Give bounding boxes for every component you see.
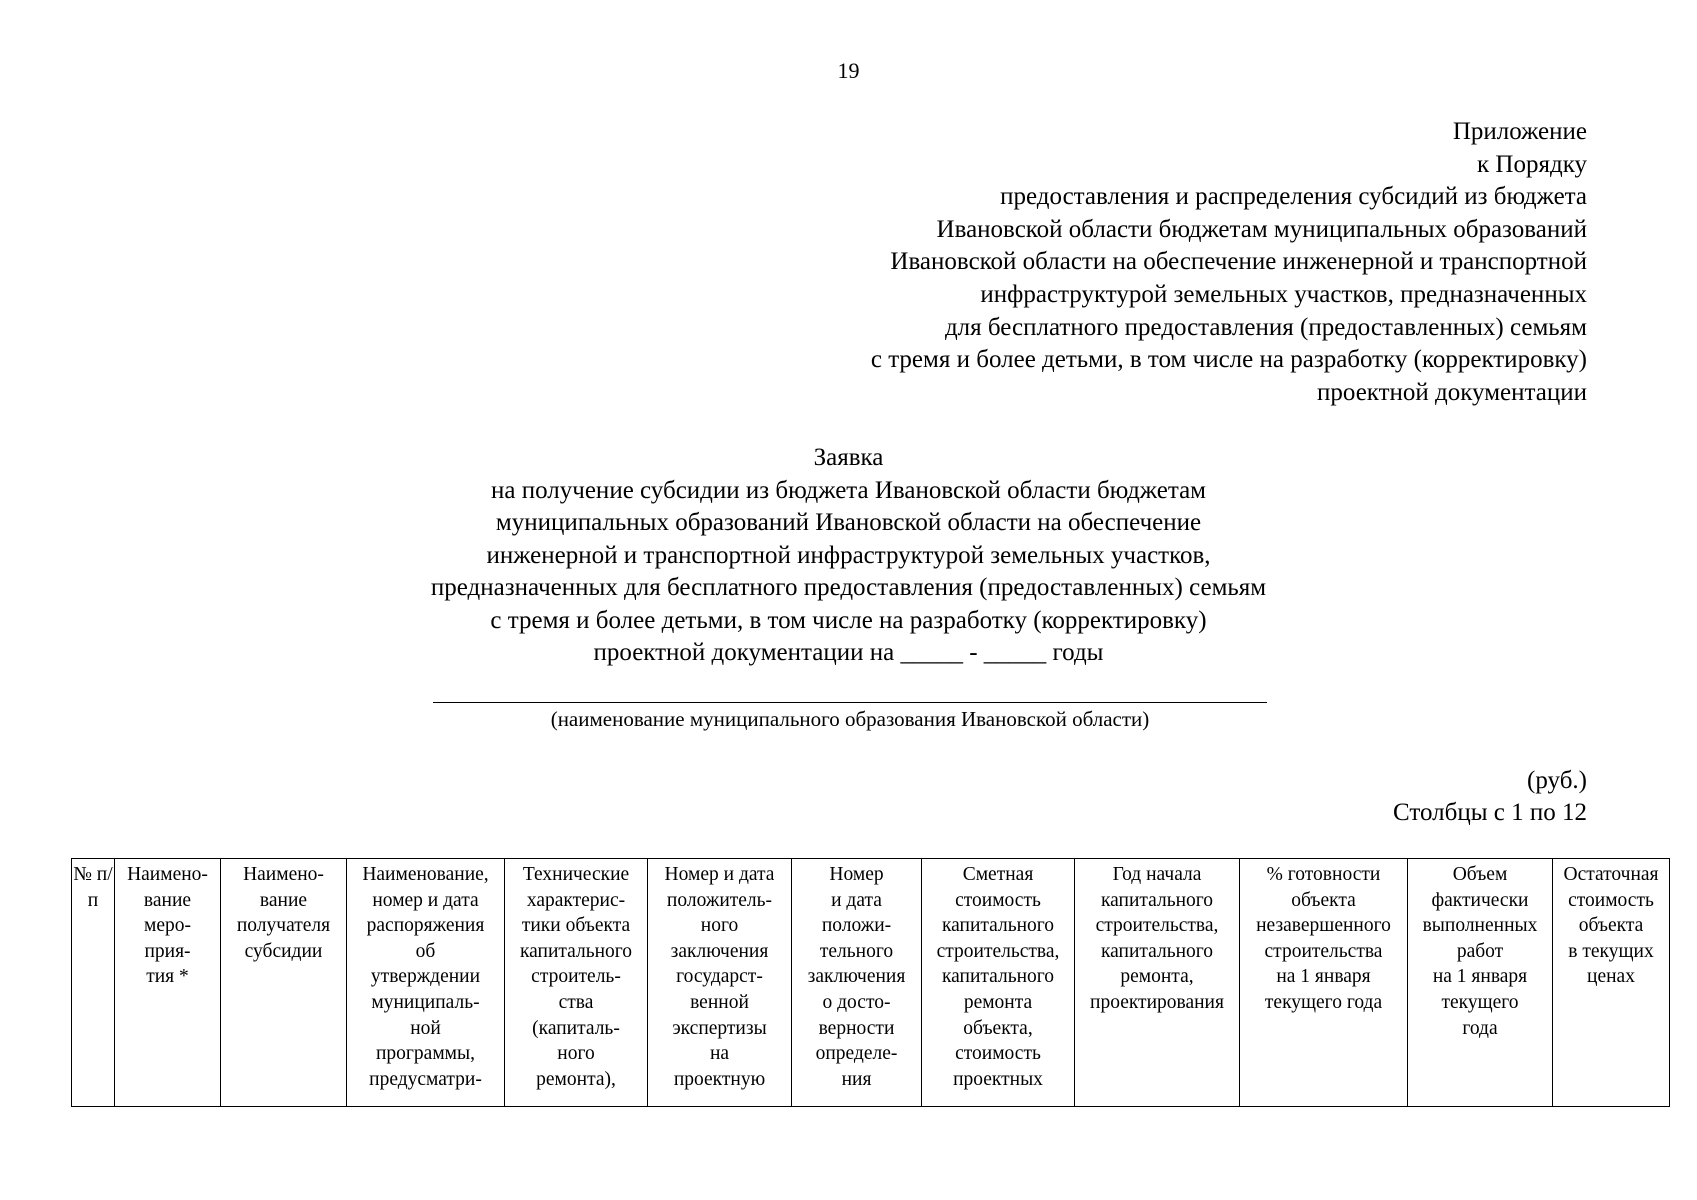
application-table — [71, 858, 1670, 1107]
appendix-line: Ивановской области на обеспечение инженерной и транспортной — [890, 248, 1587, 276]
col-header-recipient-name: Наимено- вание получателя субсидии — [221, 859, 347, 1107]
appendix-line: Ивановской области бюджетам муниципальных образований — [936, 215, 1587, 243]
col-header-number: № п/п — [72, 859, 115, 1107]
page-number: 19 — [837, 58, 860, 83]
appendix-line: инфраструктурой земельных участков, предназначенных — [980, 280, 1587, 308]
title-line: на получение субсидии из бюджета Ивановской области бюджетам — [491, 476, 1206, 504]
appendix-heading — [687, 116, 1587, 409]
col-header-technical-characteristics: Технические характерис- тики объекта капитального строитель- ства (капиталь- ного ремонта), — [505, 859, 648, 1107]
columns-range-label: Столбцы с 1 по 12 — [1393, 799, 1587, 826]
appendix-line: Приложение — [1452, 118, 1587, 145]
title-line: инженерной и транспортной инфраструктурой земельных участков, — [486, 541, 1211, 569]
col-header-residual-cost: Остаточная стоимость объекта в текущих ценах — [1553, 859, 1670, 1107]
municipality-caption: (наименование муниципального образования Ивановской области) — [550, 707, 1150, 731]
appendix-line: проектной документации — [1317, 378, 1587, 406]
title-line: проектной документации на _____ - _____ годы — [593, 639, 1104, 666]
municipality-underline — [433, 702, 1267, 703]
appendix-line: предоставления и распределения субсидий из бюджета — [1000, 183, 1587, 211]
title-line: с тремя и более детьми, в том числе на разработку (корректировку) — [490, 606, 1207, 634]
title-line: муниципальных образований Ивановской области на обеспечение — [495, 509, 1202, 536]
appendix-line: для бесплатного предоставления (предоставленных) семьям — [944, 313, 1587, 341]
units-label: (руб.) — [1527, 767, 1587, 794]
col-header-estimated-cost: Сметная стоимость капитального строительства, капитального ремонта объекта, стоимость проектных — [922, 859, 1075, 1107]
col-header-state-expertise: Номер и дата положитель- ного заключения государст- венной экспертизы на проектную — [648, 859, 792, 1107]
col-header-reliability-conclusion: Номер и дата положи- тельного заключения о досто- верности определе- ния — [792, 859, 922, 1107]
appendix-line: к Порядку — [1477, 150, 1587, 178]
col-header-event-name: Наимено- вание меро- прия- тия * — [115, 859, 221, 1107]
title-line: предназначенных для бесплатного предоставления (предоставленных) семьям — [430, 574, 1267, 601]
document-title — [0, 442, 1697, 670]
col-header-readiness-percent: % готовности объекта незавершенного строительства на 1 января текущего года — [1240, 859, 1408, 1107]
appendix-line: с тремя и более детьми, в том числе на разработку (корректировку) — [870, 346, 1587, 374]
title-line: Заявка — [813, 444, 884, 471]
table-header-row — [72, 859, 1670, 1107]
units-block — [1393, 765, 1587, 829]
col-header-completed-works: Объем фактически выполненных работ на 1 января текущего года — [1408, 859, 1553, 1107]
col-header-start-year: Год начала капитального строительства, капитального ремонта, проектирования — [1075, 859, 1240, 1107]
col-header-program-order: Наименование, номер и дата распоряжения об утверждении муниципаль- ной программы, предусматри- — [347, 859, 505, 1107]
